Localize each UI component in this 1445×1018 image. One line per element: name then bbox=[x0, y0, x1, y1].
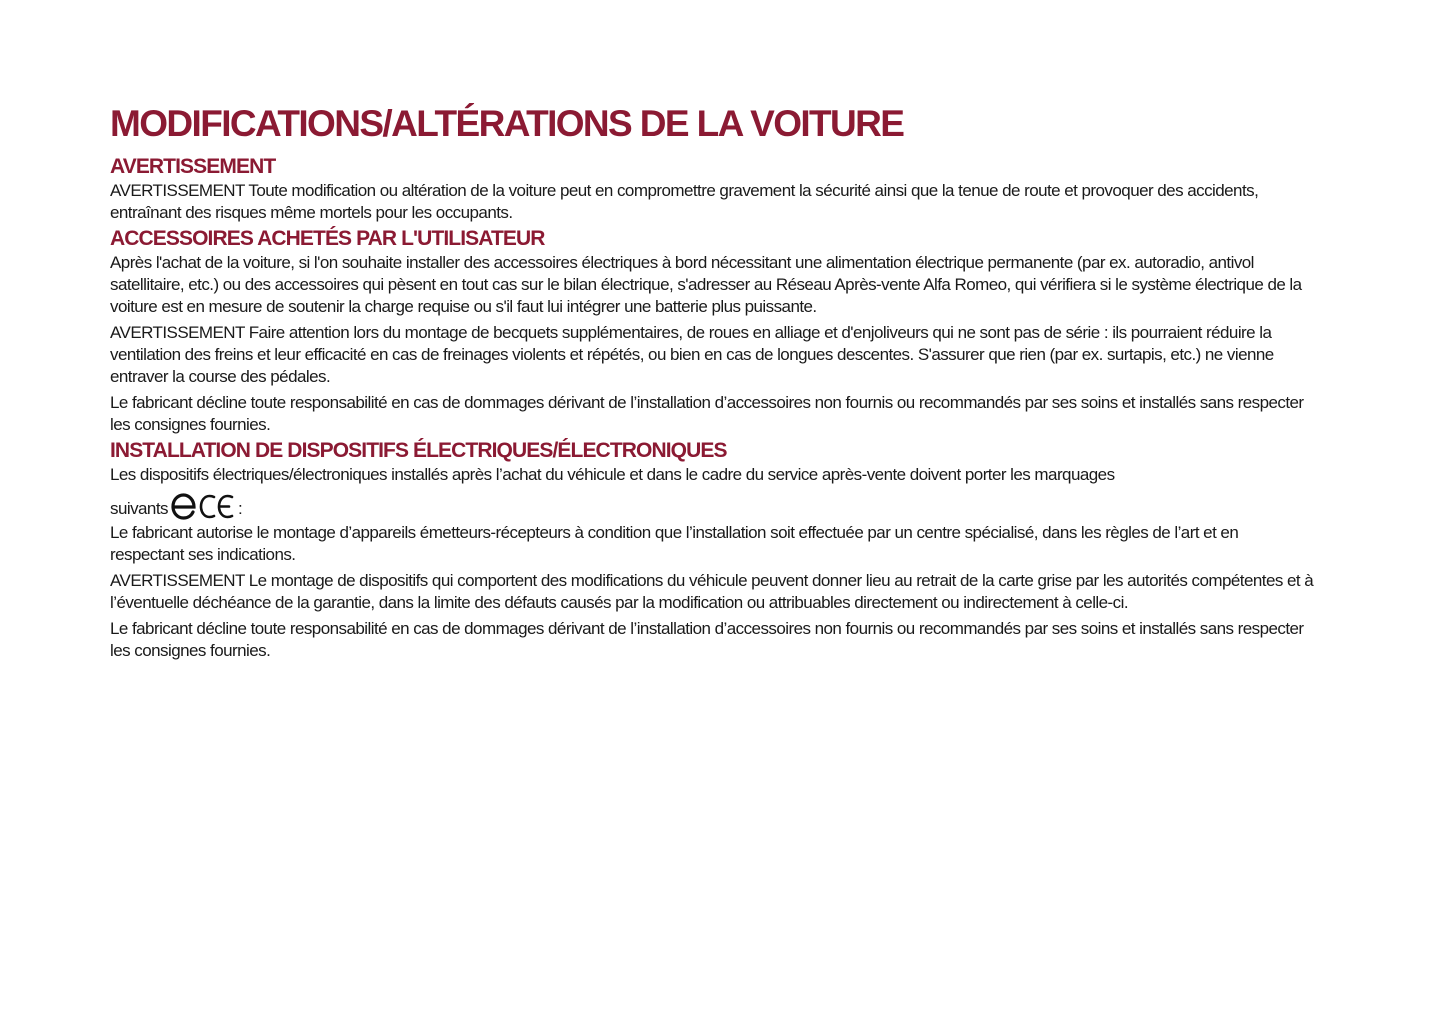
paragraph: Le fabricant décline toute responsabilité en cas de dommages dérivant de l’installation d’accessoires non fournis ou recommandés par ses soins et installés sans respecter les consignes fournies. bbox=[110, 619, 1304, 660]
document-page bbox=[110, 100, 1315, 666]
section-heading-user-accessories: ACCESSOIRES ACHETÉS PAR L'UTILISATEUR bbox=[110, 227, 545, 250]
paragraph: AVERTISSEMENT Le montage de dispositifs qui comportent des modifications du véhicule peuvent donner lieu au retrait de la carte grise par les autorités compétentes et à l’éventuelle déchéance de la garantie, dans la limite des défauts causés par la modification ou attribuables directement ou indirectement à celle-ci. bbox=[110, 571, 1314, 612]
paragraph: Après l'achat de la voiture, si l'on souhaite installer des accessoires électriques à bord nécessitant une alimentation électrique permanente (par ex. autoradio, antivol satellitaire, etc.) ou des accessoires qui pèsent en tout cas sur le bilan électrique, s'adresser au Réseau Après-vente Alfa Romeo, qui vérifiera si le système électrique de la voiture est en mesure de soutenir la charge requise ou s'il faut lui intégrer une batterie plus puissante. bbox=[110, 253, 1302, 316]
compliance-marks-line bbox=[110, 486, 1315, 520]
section-heading-warning: AVERTISSEMENT bbox=[110, 155, 276, 178]
paragraph: Les dispositifs électriques/électroniques installés après l’achat du véhicule et dans le cadre du service après-vente doivent porter les marquages bbox=[110, 465, 1115, 484]
page-title: MODIFICATIONS/ALTÉRATIONS DE LA VOITURE bbox=[110, 103, 904, 144]
compliance-suffix: : bbox=[237, 499, 243, 518]
section-electrical-devices bbox=[110, 438, 1315, 662]
paragraph: Le fabricant autorise le montage d’appareils émetteurs-récepteurs à condition que l’installation soit effectuée par un centre spécialisé, dans les règles de l’art et en respectant ses indications. bbox=[110, 523, 1239, 564]
section-warning bbox=[110, 154, 1315, 224]
section-heading-electrical-devices: INSTALLATION DE DISPOSITIFS ÉLECTRIQUES/ÉLECTRONIQUES bbox=[110, 439, 727, 462]
section-user-accessories bbox=[110, 226, 1315, 436]
compliance-prefix: suivants bbox=[110, 499, 168, 518]
paragraph: AVERTISSEMENT Toute modification ou altération de la voiture peut en compromettre gravement la sécurité ainsi que la tenue de route et provoquer des accidents, entraînant des risques même mortels pour les occupants. bbox=[110, 181, 1259, 222]
paragraph: AVERTISSEMENT Faire attention lors du montage de becquets supplémentaires, de roues en alliage et d'enjoliveurs qui ne sont pas de série : ils pourraient réduire la ventilation des freins et leur efficacité en cas de freinages violents et répétés, ou bien en cas de longues descentes. S'assurer que rien (par ex. surtapis, etc.) ne vienne entraver la course des pédales. bbox=[110, 323, 1274, 386]
e-mark-and-ce-mark-icon bbox=[170, 490, 236, 520]
paragraph: Le fabricant décline toute responsabilité en cas de dommages dérivant de l’installation d’accessoires non fournis ou recommandés par ses soins et installés sans respecter les consignes fournies. bbox=[110, 393, 1304, 434]
